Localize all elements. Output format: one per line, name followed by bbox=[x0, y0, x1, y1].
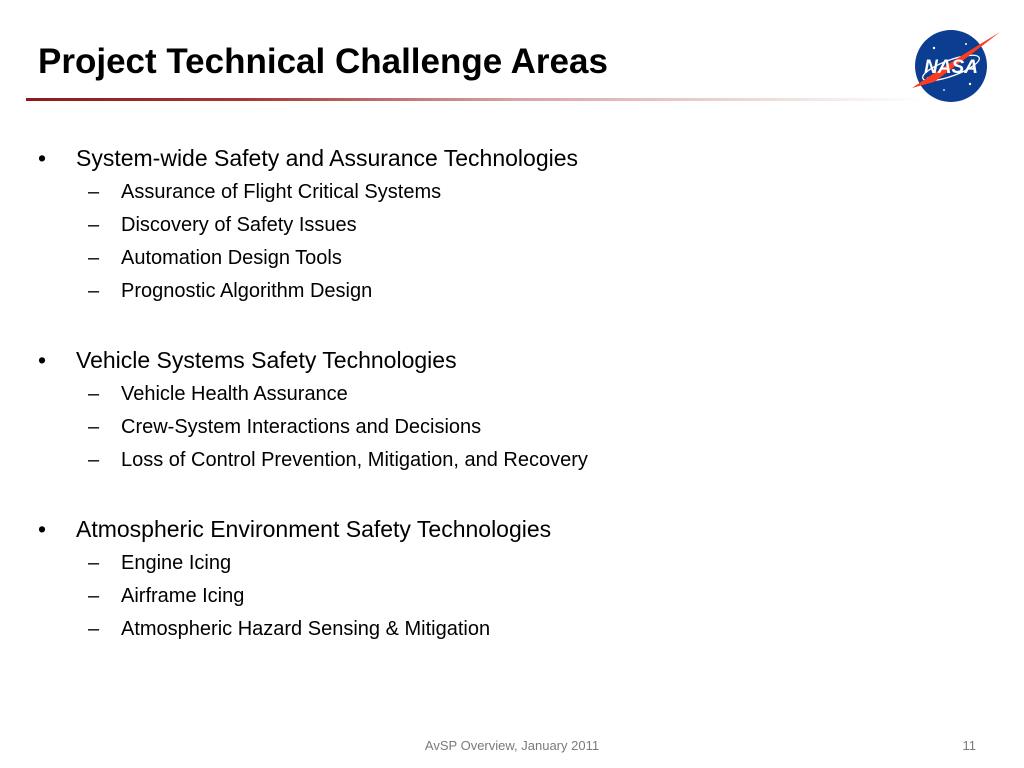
dash-icon: – bbox=[88, 383, 100, 405]
nasa-logo-icon bbox=[904, 26, 1004, 106]
sub-item-text: Prognostic Algorithm Design bbox=[121, 280, 373, 302]
sub-item bbox=[36, 209, 976, 242]
bullet-list bbox=[36, 140, 976, 680]
sub-item-text: Loss of Control Prevention, Mitigation, and Recovery bbox=[121, 449, 588, 471]
sub-item bbox=[36, 275, 976, 308]
sub-item-text: Assurance of Flight Critical Systems bbox=[121, 181, 442, 203]
bullet-item bbox=[36, 511, 976, 547]
sub-item-text: Airframe Icing bbox=[121, 585, 245, 607]
dash-icon: – bbox=[88, 585, 100, 607]
bullet-group bbox=[36, 511, 976, 646]
dash-icon: – bbox=[88, 416, 100, 438]
bullet-group bbox=[36, 342, 976, 477]
nasa-logo-text: NASA bbox=[924, 57, 978, 78]
sub-item bbox=[36, 547, 976, 580]
bullet-item bbox=[36, 342, 976, 378]
sub-item-text: Automation Design Tools bbox=[121, 247, 342, 269]
sub-item bbox=[36, 378, 976, 411]
dash-icon: – bbox=[88, 449, 100, 471]
sub-item-text: Atmospheric Hazard Sensing & Mitigation bbox=[121, 618, 491, 640]
sub-item bbox=[36, 242, 976, 275]
dash-icon: – bbox=[88, 214, 100, 236]
bullet-text: Atmospheric Environment Safety Technologies bbox=[76, 516, 552, 542]
sub-item bbox=[36, 411, 976, 444]
sub-item-text: Vehicle Health Assurance bbox=[121, 383, 348, 405]
sub-item bbox=[36, 176, 976, 209]
bullet-icon: • bbox=[38, 145, 47, 171]
dash-icon: – bbox=[88, 280, 100, 302]
dash-icon: – bbox=[88, 552, 100, 574]
bullet-icon: • bbox=[38, 516, 47, 542]
footer-caption: AvSP Overview, January 2011 bbox=[424, 738, 600, 753]
bullet-text: System-wide Safety and Assurance Technologies bbox=[76, 145, 579, 171]
sub-item-text: Engine Icing bbox=[121, 552, 232, 574]
bullet-group bbox=[36, 140, 976, 308]
sub-item-text: Crew-System Interactions and Decisions bbox=[121, 416, 482, 438]
slide-title: Project Technical Challenge Areas bbox=[38, 42, 608, 81]
dash-icon: – bbox=[88, 247, 100, 269]
dash-icon: – bbox=[88, 181, 100, 203]
sub-item bbox=[36, 580, 976, 613]
bullet-item bbox=[36, 140, 976, 176]
sub-item bbox=[36, 444, 976, 477]
sub-item-text: Discovery of Safety Issues bbox=[121, 214, 357, 236]
title-underline bbox=[26, 98, 926, 101]
page-number: 11 bbox=[962, 738, 976, 753]
bullet-text: Vehicle Systems Safety Technologies bbox=[76, 347, 457, 373]
sub-item bbox=[36, 613, 976, 646]
bullet-icon: • bbox=[38, 347, 47, 373]
dash-icon: – bbox=[88, 618, 100, 640]
